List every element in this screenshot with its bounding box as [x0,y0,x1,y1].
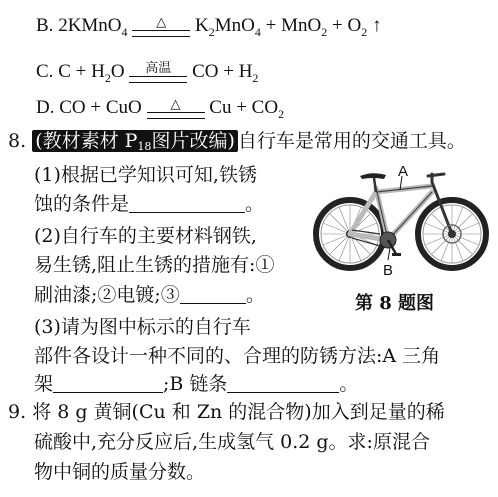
q8-source-badge: (教材素材 $P_{18}$图片改编) [32,130,238,152]
q8-part1-answer-blank[interactable] [129,194,245,213]
option-d-label: D. [36,97,55,118]
option-d-reactants: CO + CuO [59,97,142,118]
q8-part3-line1: (3)请为图中标示的自行车 [34,316,251,338]
q8-part3-line3: 架 ;B 链条 。 [34,373,359,395]
q8-part2-line3: 刷油漆;②电镀;③ 。 [34,284,265,306]
q8-part1-line1: (1)根据已学知识可知,铁锈 [34,164,257,186]
option-b-label: B. [36,15,54,36]
option-c-products: CO + $H_2$ [192,61,259,85]
option-c-label: C. [36,61,54,82]
q8-number: 8. [8,130,27,152]
figure-caption: 第 8 题图 [355,293,435,314]
option-c [36,60,258,90]
option-d [36,96,284,126]
q9-line3: 物中铜的质量分数。 [34,461,206,483]
q9-line2: 硫酸中,充分反应后,生成氢气 0.2 g。求:原混合 [34,431,430,453]
option-b-condition: △ [132,16,190,44]
option-d-products: $Cu + CO_2$ [209,97,285,121]
q8-part2-answer-blank[interactable] [180,285,246,304]
q8-part2-line2: 易生锈,阻止生锈的措施有:① [34,254,275,276]
option-c-reactants: $C + H_2O$ [58,61,125,85]
figure-label-a: A [398,163,409,180]
q8-header [8,129,466,159]
q8-intro: 自行车是常用的交通工具。 [237,130,466,152]
option-b [36,14,381,44]
q8-part3-answer-b-blank[interactable] [227,374,339,393]
option-d-condition: △ [147,98,205,126]
label-b-leader [388,248,390,260]
q8-part2-line1: (2)自行车的主要材料钢铁, [34,225,257,247]
q8-part3-line2: 部件各设计一种不同的、合理的防锈方法:A 三角 [34,345,441,367]
q8-part1-line2: 蚀的条件是 。 [34,193,265,215]
option-b-reactant: 2KMnO$_4$ [58,15,128,39]
q9-line1: 9. 将 8 g 黄铜(Cu 和 Zn 的混合物)加入到足量的稀 [8,401,445,423]
option-b-products: $K_2MnO_4 + MnO_2 + O_2$ ↑ [195,15,382,39]
q9-number: 9. [8,401,27,423]
q8-part3-answer-a-blank[interactable] [53,374,163,393]
option-c-condition: 高温 [129,62,187,90]
figure-label-b: B [383,262,394,279]
